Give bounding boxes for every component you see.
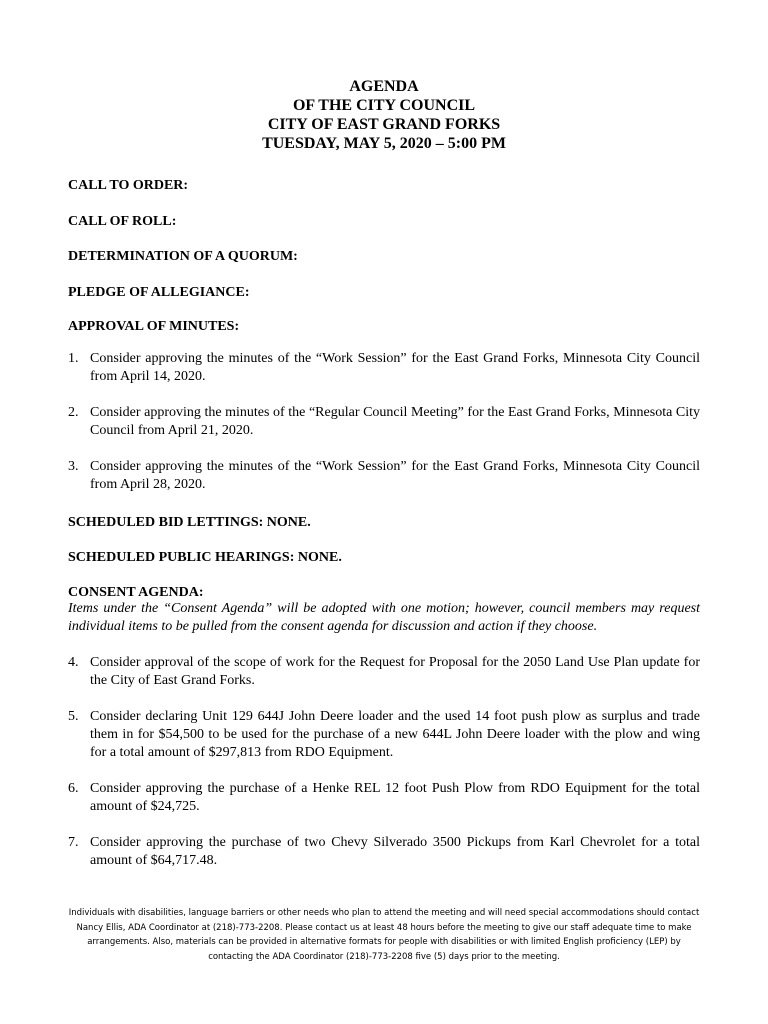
agenda-item-3 [68,458,700,494]
agenda-item-5 [68,708,700,762]
title-line-date: TUESDAY, MAY 5, 2020 – 5:00 PM [262,135,506,152]
agenda-item-7 [68,834,700,870]
heading-pledge: PLEDGE OF ALLEGIANCE: [68,285,250,300]
item-number: 4. [68,655,79,670]
item-text: Consider approving the purchase of a Henke REL 12 foot Push Plow from RDO Equipment for the total amount of $24,725. [90,781,700,814]
heading-approval-of-minutes: APPROVAL OF MINUTES: [68,319,240,334]
agenda-item-6 [68,780,700,816]
item-text: Consider approving the minutes of the “Work Session” for the East Grand Forks, Minnesota City Council from April 14, 2020. [90,351,700,384]
agenda-item-4 [68,654,700,690]
item-text: Consider approval of the scope of work for the Request for Proposal for the 2050 Land Use Plan update for the City of East Grand Forks. [90,655,700,688]
item-number: 1. [68,351,79,366]
item-number: 7. [68,835,79,850]
ada-accommodation-notice: Individuals with disabilities, language barriers or other needs who plan to attend the meeting and will need special accommodations should contact Nancy Ellis, ADA Coordinator at (218)-773-2208. Please contact us at least 48 hours before the meeting to give our staff adequate time to make arrangements. Also, materials can be provided in alternative formats for people with disabilities or with limited English proficiency (LEP) by contacting the ADA Coordinator (218)-773-2208 five (5) days prior to the meeting. [68,908,700,962]
consent-agenda-note: Items under the “Consent Agenda” will be adopted with one motion; however, council members may request individual items to be pulled from the consent agenda for discussion and action if they choose. [68,601,700,634]
agenda-item-1 [68,350,700,386]
heading-quorum: DETERMINATION OF A QUORUM: [68,249,298,264]
item-text: Consider declaring Unit 129 644J John Deere loader and the used 14 foot push plow as surplus and trade them in for $54,500 to be used for the purchase of a new 644L John Deere loader with the plow and wing for a total amount of $297,813 from RDO Equipment. [90,709,700,760]
item-number: 5. [68,709,79,724]
heading-consent-agenda: CONSENT AGENDA: [68,585,204,600]
item-number: 3. [68,459,79,474]
title-line-council: OF THE CITY COUNCIL [292,97,476,114]
agenda-title [0,77,768,153]
item-text: Consider approving the minutes of the “Work Session” for the East Grand Forks, Minnesota City Council from April 28, 2020. [90,459,700,492]
agenda-item-2 [68,404,700,440]
item-number: 2. [68,405,79,420]
item-text: Consider approving the purchase of two Chevy Silverado 3500 Pickups from Karl Chevrolet for a total amount of $64,717.48. [90,835,700,868]
item-number: 6. [68,781,79,796]
heading-call-to-order: CALL TO ORDER: [68,178,189,193]
heading-call-of-roll: CALL OF ROLL: [68,214,177,229]
heading-bid-lettings: SCHEDULED BID LETTINGS: NONE. [68,515,311,530]
title-line-agenda: AGENDA [349,78,419,95]
title-line-city: CITY OF EAST GRAND FORKS [267,116,501,133]
item-text: Consider approving the minutes of the “Regular Council Meeting” for the East Grand Forks, Minnesota City Council from April 21, 2020. [90,405,700,438]
heading-public-hearings: SCHEDULED PUBLIC HEARINGS: NONE. [68,550,342,565]
